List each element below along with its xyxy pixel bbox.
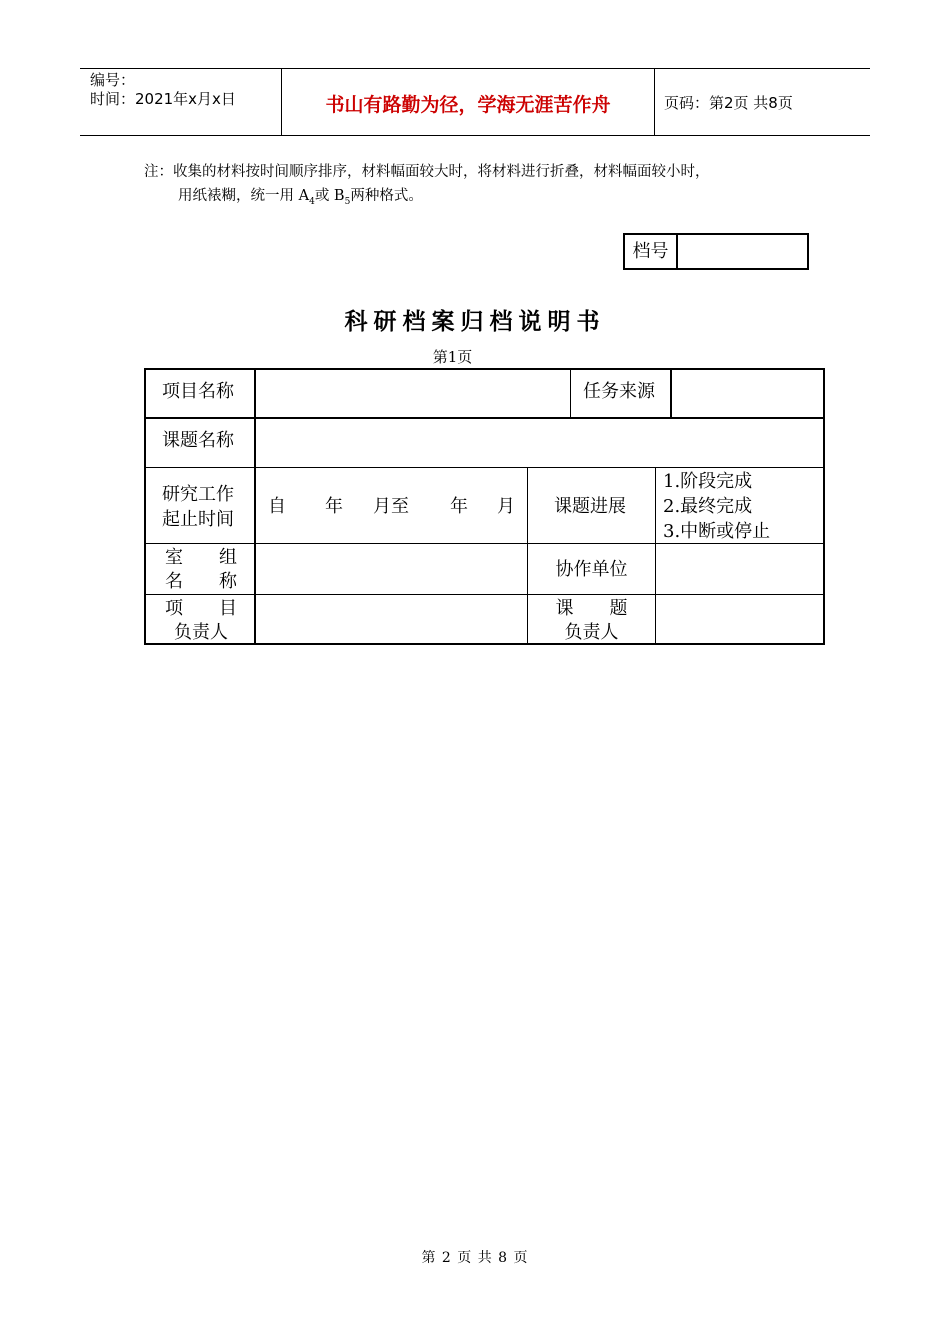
topic-lead-label-line-2: 负责人 bbox=[564, 622, 619, 643]
progress-option-2: 2.最终完成 bbox=[663, 496, 753, 517]
archive-number-label: 档号 bbox=[625, 235, 678, 268]
header-top-rule bbox=[80, 68, 870, 69]
col-divider-label bbox=[254, 370, 256, 643]
row-divider-4 bbox=[146, 594, 823, 595]
col-divider-row1-a bbox=[570, 370, 571, 418]
note-line-2-mid: 或 B bbox=[314, 188, 345, 204]
header-divider-right bbox=[654, 68, 655, 136]
header-page-info: 页码：第2页 共8页 bbox=[664, 94, 793, 112]
task-source-field[interactable] bbox=[674, 380, 820, 404]
footer-page-number: 第 2 页 共 8 页 bbox=[421, 1250, 529, 1266]
period-year-1: 年 bbox=[325, 496, 343, 517]
topic-lead-field[interactable] bbox=[660, 609, 820, 633]
archive-number-field[interactable] bbox=[678, 235, 807, 268]
note-line-2-suffix: 两种格式。 bbox=[350, 188, 423, 204]
group-label-line-2: 名 称 bbox=[165, 571, 237, 592]
progress-option-1: 1.阶段完成 bbox=[663, 471, 753, 492]
col-divider-row1-b bbox=[670, 370, 672, 418]
period-year-2: 年 bbox=[450, 496, 468, 517]
group-label-line-1: 室 组 bbox=[165, 547, 237, 568]
progress-label: 课题进展 bbox=[554, 496, 626, 517]
cooperation-field[interactable] bbox=[660, 558, 820, 582]
archive-number-box bbox=[623, 233, 809, 270]
note-sub-5: 5 bbox=[344, 196, 351, 207]
note-sub-4: 4 bbox=[309, 196, 315, 207]
project-name-field[interactable] bbox=[258, 380, 568, 404]
cooperation-label: 协作单位 bbox=[555, 559, 628, 580]
header-number-label: 编号： bbox=[90, 71, 136, 89]
note-line-2 bbox=[178, 186, 423, 212]
task-source-label: 任务来源 bbox=[583, 381, 655, 402]
col-divider-right bbox=[655, 468, 656, 643]
project-lead-field[interactable] bbox=[258, 609, 524, 633]
archive-form-table bbox=[144, 368, 825, 645]
progress-option-3: 3.中断或停止 bbox=[663, 521, 771, 542]
topic-lead-label-line-1: 课 题 bbox=[555, 598, 628, 619]
project-lead-label-line-1: 项 目 bbox=[165, 598, 237, 619]
period-label-line-2: 起止时间 bbox=[162, 509, 234, 530]
note-line-1: 注：收集的材料按时间顺序排序，材料幅面较大时，将材料进行折叠，材料幅面较小时， bbox=[144, 164, 710, 180]
period-from: 自 bbox=[268, 496, 286, 517]
note-line-2-prefix: 用纸裱糊，统一用 A bbox=[178, 188, 310, 204]
topic-name-label: 课题名称 bbox=[162, 430, 234, 451]
header-bottom-rule bbox=[80, 135, 870, 136]
period-label-line-1: 研究工作 bbox=[162, 484, 234, 505]
header-motto: 书山有路勤为径，学海无涯苦作舟 bbox=[325, 94, 611, 116]
project-name-label: 项目名称 bbox=[162, 381, 234, 402]
period-month-to: 月至 bbox=[373, 496, 409, 517]
group-name-field[interactable] bbox=[258, 558, 524, 582]
document-title: 科研档案归档说明书 bbox=[344, 309, 606, 335]
period-month-2: 月 bbox=[497, 496, 515, 517]
row-divider-1 bbox=[146, 417, 823, 419]
topic-name-field[interactable] bbox=[258, 429, 818, 453]
row-divider-2 bbox=[146, 467, 823, 468]
project-lead-label-line-2: 负责人 bbox=[174, 622, 228, 643]
document-page-label: 第1页 bbox=[432, 348, 473, 366]
header-date-label: 时间：2021年x月x日 bbox=[90, 90, 236, 108]
